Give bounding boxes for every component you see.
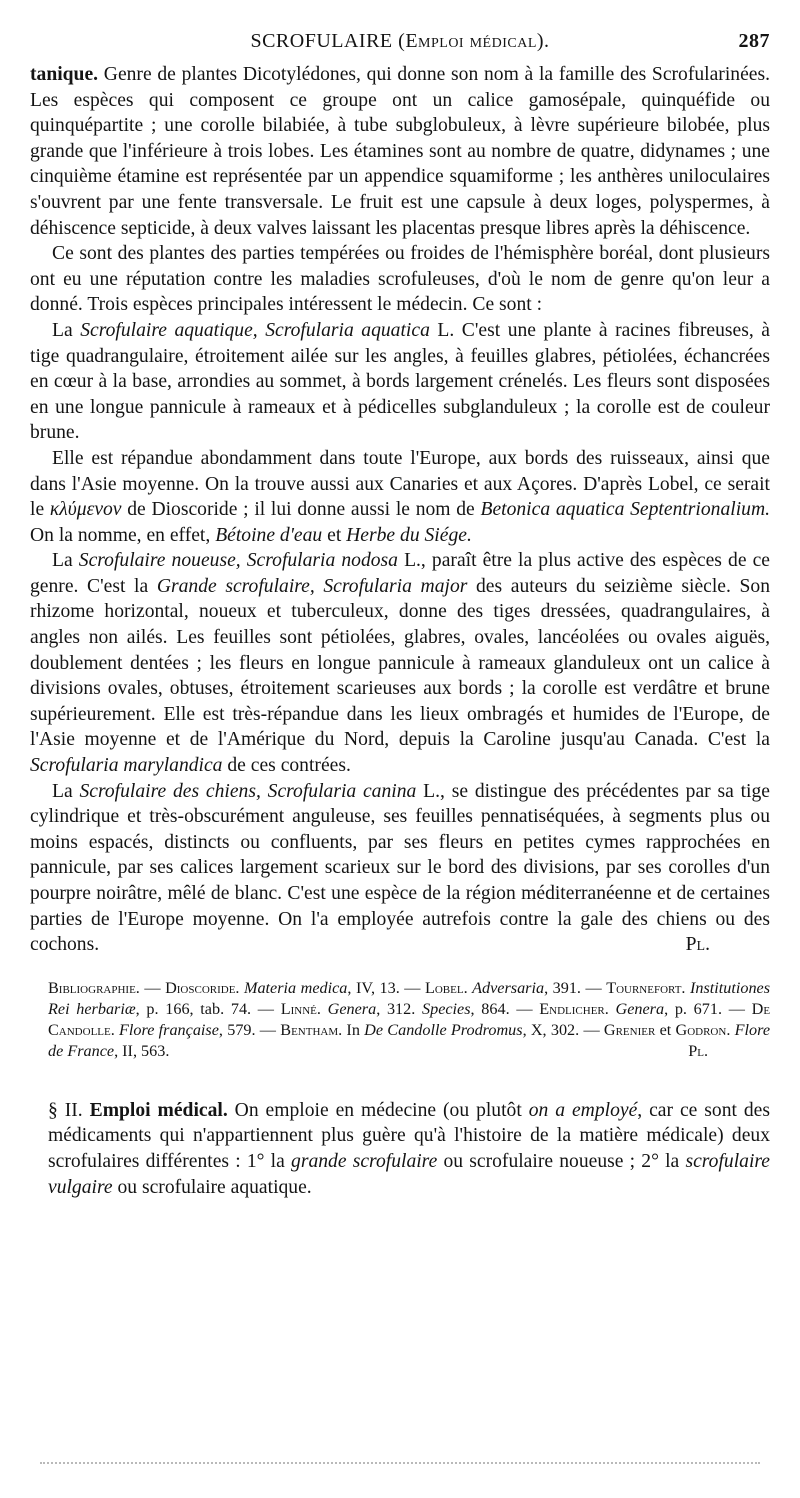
species-name: Scrofularia marylandica xyxy=(30,755,223,777)
running-title-paren: (Emploi médical). xyxy=(398,30,550,52)
biblio-author: Endlicher. xyxy=(539,999,609,1018)
paragraph-text: Genre de plantes Dicotylédones, qui donne son nom à la famille des Scrofularinées. Les espèces qui composent ce groupe ont un calice gamosépale, quinquéfide ou quinquépartite ; une corolle bilabiée, à tube subglobuleux, à lèvre supérieure bilobée, plus grande que l'inférieure à trois lobes. Les étamines sont au nombre de quatre, didynames ; une cinquième étamine est représentée par un appendice squamiforme ; les anthères uniloculaires s'ouvrent par une fente transversale. Le fruit est une capsule à deux loges, polyspermes, à déhiscence septicide, à deux valves laissant les placentas presque libres après la déhiscence. xyxy=(30,64,770,239)
paragraph-nodosa xyxy=(30,548,770,778)
text-run: On emploie en médecine (ou plutôt xyxy=(227,1099,529,1121)
text-run: L., se distingue des précédentes par sa tige cylindrique et très-obscurément anguleuse, ses feuilles pennatiséquées, à segments plus ou moins espacés, distincts ou confluents, par ses fleurs en petites cymes rapprochées en pannicule, par ses calices largement scarieux sur le bord des divisions, par ses corolles d'un pourpre noirâtre, mêlé de blanc. C'est une espèce de la région méditerranéenne et de certaines parties de l'Europe moyenne. On l'a employée autrefois contre la gale des chiens ou des cochons. xyxy=(30,780,770,956)
common-name: scrofulaire vulgaire xyxy=(48,1150,770,1198)
biblio-author: Bentham. xyxy=(280,1020,343,1039)
biblio-title: Species xyxy=(422,999,471,1018)
common-name: Herbe du Siége. xyxy=(346,524,472,546)
biblio-author: Grenier xyxy=(603,1020,656,1039)
species-name: Betonica aquatica Septentrionalium. xyxy=(480,499,771,521)
common-name: grande scrofulaire xyxy=(291,1150,438,1172)
biblio-author: De Candolle. xyxy=(48,999,771,1039)
biblio-ref: , 391. — xyxy=(544,978,607,997)
text-run: La xyxy=(52,780,80,802)
text-run: On la nomme, en effet, xyxy=(30,524,216,546)
bleed-through-line xyxy=(40,1462,760,1466)
biblio-ref: , 864. — xyxy=(470,999,540,1018)
running-title xyxy=(30,30,770,53)
text-run: ou scrofulaire noueuse ; 2° la xyxy=(437,1150,686,1172)
biblio-title: De Candolle Prodromus xyxy=(364,1020,523,1039)
biblio-ref: , II, 563. xyxy=(114,1041,170,1060)
bibliography-label: Bibliographie. xyxy=(48,978,140,997)
section-emploi-medical xyxy=(30,1098,770,1200)
paragraph-aquatica-range xyxy=(30,446,770,548)
text-run: L. C'est une plante à racines fibreuses, à tige quadrangulaire, étroitement ailée sur les angles, à feuilles glabres, pétiolées, échancrées en cœur à la base, arrondies au sommet, à bords largement crénelés. Les fleurs sont disposées en une longue pannicule à rameaux et à pédicelles subglanduleux ; la corolle est de couleur brune. xyxy=(30,319,770,444)
biblio-ref: , p. 671. — xyxy=(664,999,752,1018)
text-run: de ces contrées. xyxy=(222,755,351,777)
biblio-title: Genera xyxy=(615,999,665,1018)
biblio-author: Lobel. xyxy=(424,978,468,997)
biblio-title: Flore française xyxy=(119,1020,219,1039)
biblio-ref: , IV, 13. — xyxy=(347,978,425,997)
text-run: La xyxy=(52,550,79,572)
emphasis: on a employé xyxy=(528,1099,638,1121)
biblio-title: Institutiones Rei herbariæ xyxy=(48,978,771,1018)
text-run: ou scrofulaire aquatique. xyxy=(112,1176,312,1198)
biblio-author: Tournefort. xyxy=(606,978,686,997)
continued-word: tanique. xyxy=(30,64,99,85)
section-number: § II. xyxy=(48,1099,83,1121)
text-run: des auteurs du seizième siècle. Son rhizome horizontal, noueux et tuberculeux, donne des tiges dressées, quadrangulaires, à angles non ailés. Les feuilles sont pétiolées, glabres, ovales, lancéolées ou ovales aiguës, doublement dentées ; les fleurs en longue pannicule à rameaux glanduleux ont un calice à divisions ovales, obtuses, étroitement scarieuses aux bords ; la corolle est verdâtre et brune supérieurement. Elle est très-répandue dans les lieux ombragés et humides de l'Europe, de l'Asie moyenne et de l'Amérique du Nord, depuis la Caroline jusqu'au Canada. C'est la xyxy=(30,575,770,751)
paragraph-text: Ce sont des plantes des parties tempérées ou froides de l'hémisphère boréal, dont plusieurs ont eu une réputation contre les maladies scrofuleuses, d'où le nom de genre qu'on leur a donné. Trois espèces principales intéressent le médecin. Ce sont : xyxy=(30,243,770,316)
species-name: Scrofulaire aquatique, Scrofularia aquatica xyxy=(80,319,430,341)
running-header xyxy=(30,26,770,56)
species-name: Grande scrofulaire, Scrofularia major xyxy=(156,575,468,597)
document-page xyxy=(30,26,770,1200)
common-name: Bétoine d'eau xyxy=(215,524,323,546)
author-signature: Pl. xyxy=(685,934,710,956)
species-name: Scrofulaire noueuse, Scrofularia nodosa xyxy=(78,550,398,572)
paragraph-aquatica xyxy=(30,318,770,446)
biblio-ref: , p. 166, tab. 74. — xyxy=(135,999,281,1018)
biblio-author: Dioscoride. xyxy=(165,978,240,997)
text-run: La xyxy=(52,319,81,341)
running-title-main: SCROFULAIRE xyxy=(250,30,393,52)
separator: — xyxy=(139,978,166,997)
biblio-title: Adversaria xyxy=(472,978,545,997)
biblio-ref: , 312. xyxy=(376,999,422,1018)
text-run: et xyxy=(322,524,347,546)
author-signature: Pl. xyxy=(688,1041,708,1060)
biblio-ref: In xyxy=(342,1020,365,1039)
biblio-ref: , X, 302. — xyxy=(522,1020,604,1039)
species-name: Scrofulaire des chiens, Scrofularia canina xyxy=(79,780,417,802)
biblio-author: Linné. xyxy=(280,999,321,1018)
biblio-title: Genera xyxy=(327,999,377,1018)
bibliography xyxy=(30,978,770,1062)
biblio-title: Flore de France xyxy=(48,1020,771,1060)
biblio-ref: et xyxy=(655,1020,676,1039)
greek-word: κλύμενον xyxy=(49,499,122,521)
biblio-author: Godron. xyxy=(675,1020,731,1039)
biblio-ref: , 579. — xyxy=(218,1020,281,1039)
biblio-title: Materia medica xyxy=(243,978,348,997)
page-number: 287 xyxy=(738,30,770,52)
paragraph-genus-description xyxy=(30,62,770,241)
text-run: , car ce sont des médicaments qui n'appartiennent plus guère qu'à l'histoire de la matière médicale) deux scrofulaires différentes : 1° la xyxy=(48,1099,771,1172)
paragraph-canina xyxy=(30,779,770,958)
article-body xyxy=(30,62,770,958)
section-heading: Emploi médical. xyxy=(89,1099,228,1121)
paragraph-distribution xyxy=(30,241,770,318)
text-run: L., paraît être la plus active des espèces de ce genre. C'est la xyxy=(30,550,770,597)
text-run: de Dioscoride ; il lui donne aussi le nom de xyxy=(121,499,481,521)
text-run: Elle est répandue abondamment dans toute l'Europe, aux bords des ruisseaux, ainsi que dans l'Asie moyenne. On la trouve aussi aux Canaries et aux Açores. D'après Lobel, ce serait le xyxy=(30,447,770,521)
